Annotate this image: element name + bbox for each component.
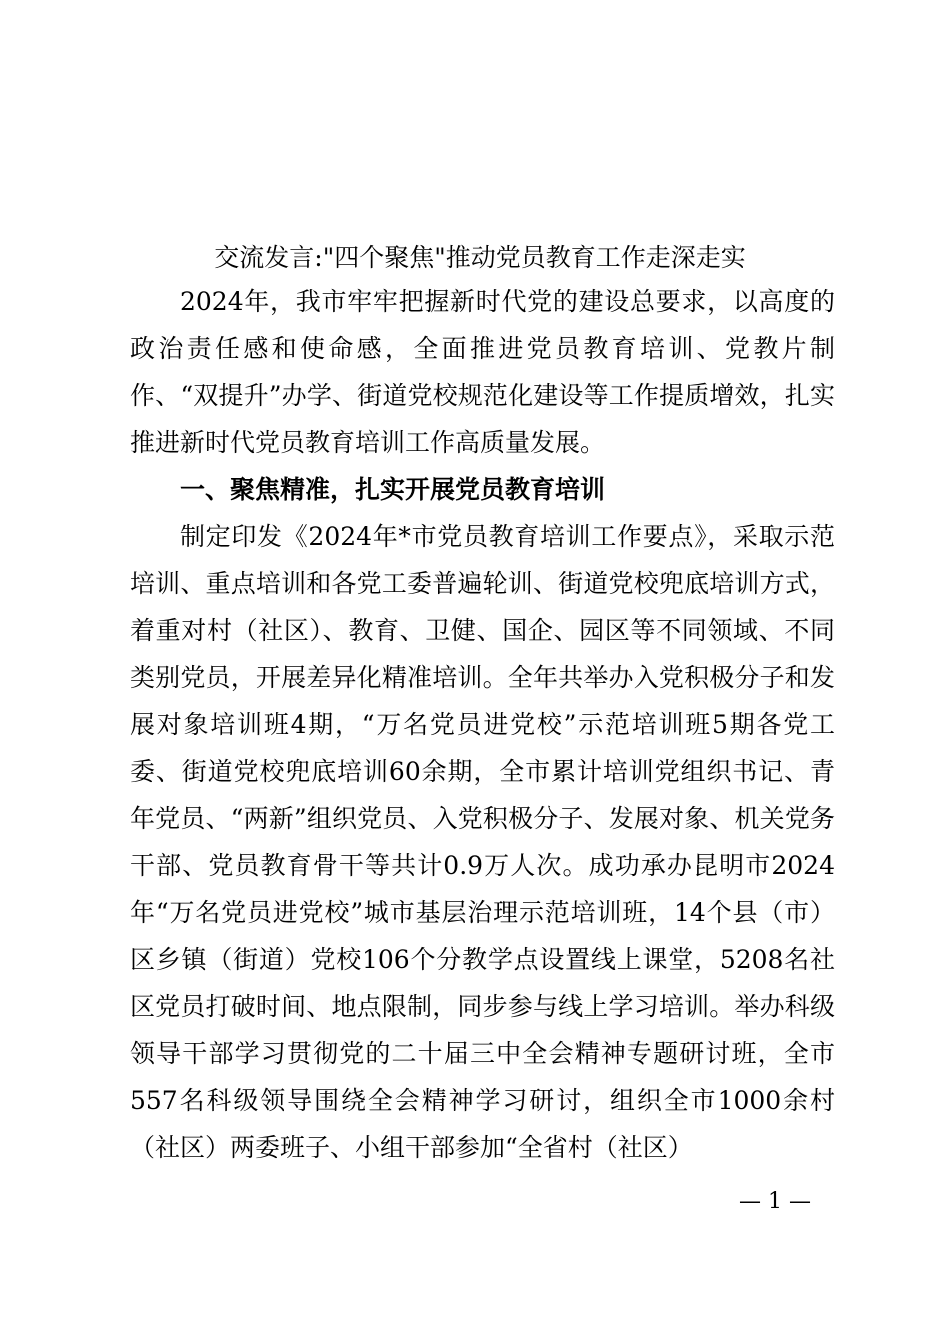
section-heading: 一、聚焦精准，扎实开展党员教育培训 — [180, 475, 606, 504]
section-paragraph: 制定印发《2024年*市党员教育培训工作要点》，采取示范培训、重点培训和各党工委普遍轮训、街道党校兜底培训方式，着重对村（社区）、教育、卫健、国企、园区等不同领域、不同类别党员，开展差异化精准培训。全年共举办入党积极分子和发展对象培训班4期，“万名党员进党校”示范培训班5期各党工委、街道党校兜底培训60余期，全市累计培训党组织书记、青年党员、“两新”组织党员、入党积极分子、发展对象、机关党务干部、党员教育骨干等共计0.9万人次。成功承办昆明市2024年“万名党员进党校”城市基层治理示范培训班，14个县（市）区乡镇（街道）党校106个分教学点设置线上课堂，5208名社区党员打破时间、地点限制，同步参与线上学习培训。举办科级领导干部学习贯彻党的二十届三中全会精神专题研讨班，全市557名科级领导围绕全会精神学习研讨，组织全市1000余村（社区）两委班子、小组干部参加“全省村（社区） — [130, 522, 835, 1162]
document-title: 交流发言:"四个聚焦"推动党员教育工作走深走实 — [214, 243, 746, 272]
document-body — [130, 278, 835, 1171]
page-number: — 1 — — [739, 1189, 811, 1214]
intro-paragraph: 2024年，我市牢牢把握新时代党的建设总要求，以高度的政治责任感和使命感，全面推进党员教育培训、党教片制作、“双提升”办学、街道党校规范化建设等工作提质增效，扎实推进新时代党员教育培训工作高质量发展。 — [130, 287, 835, 457]
